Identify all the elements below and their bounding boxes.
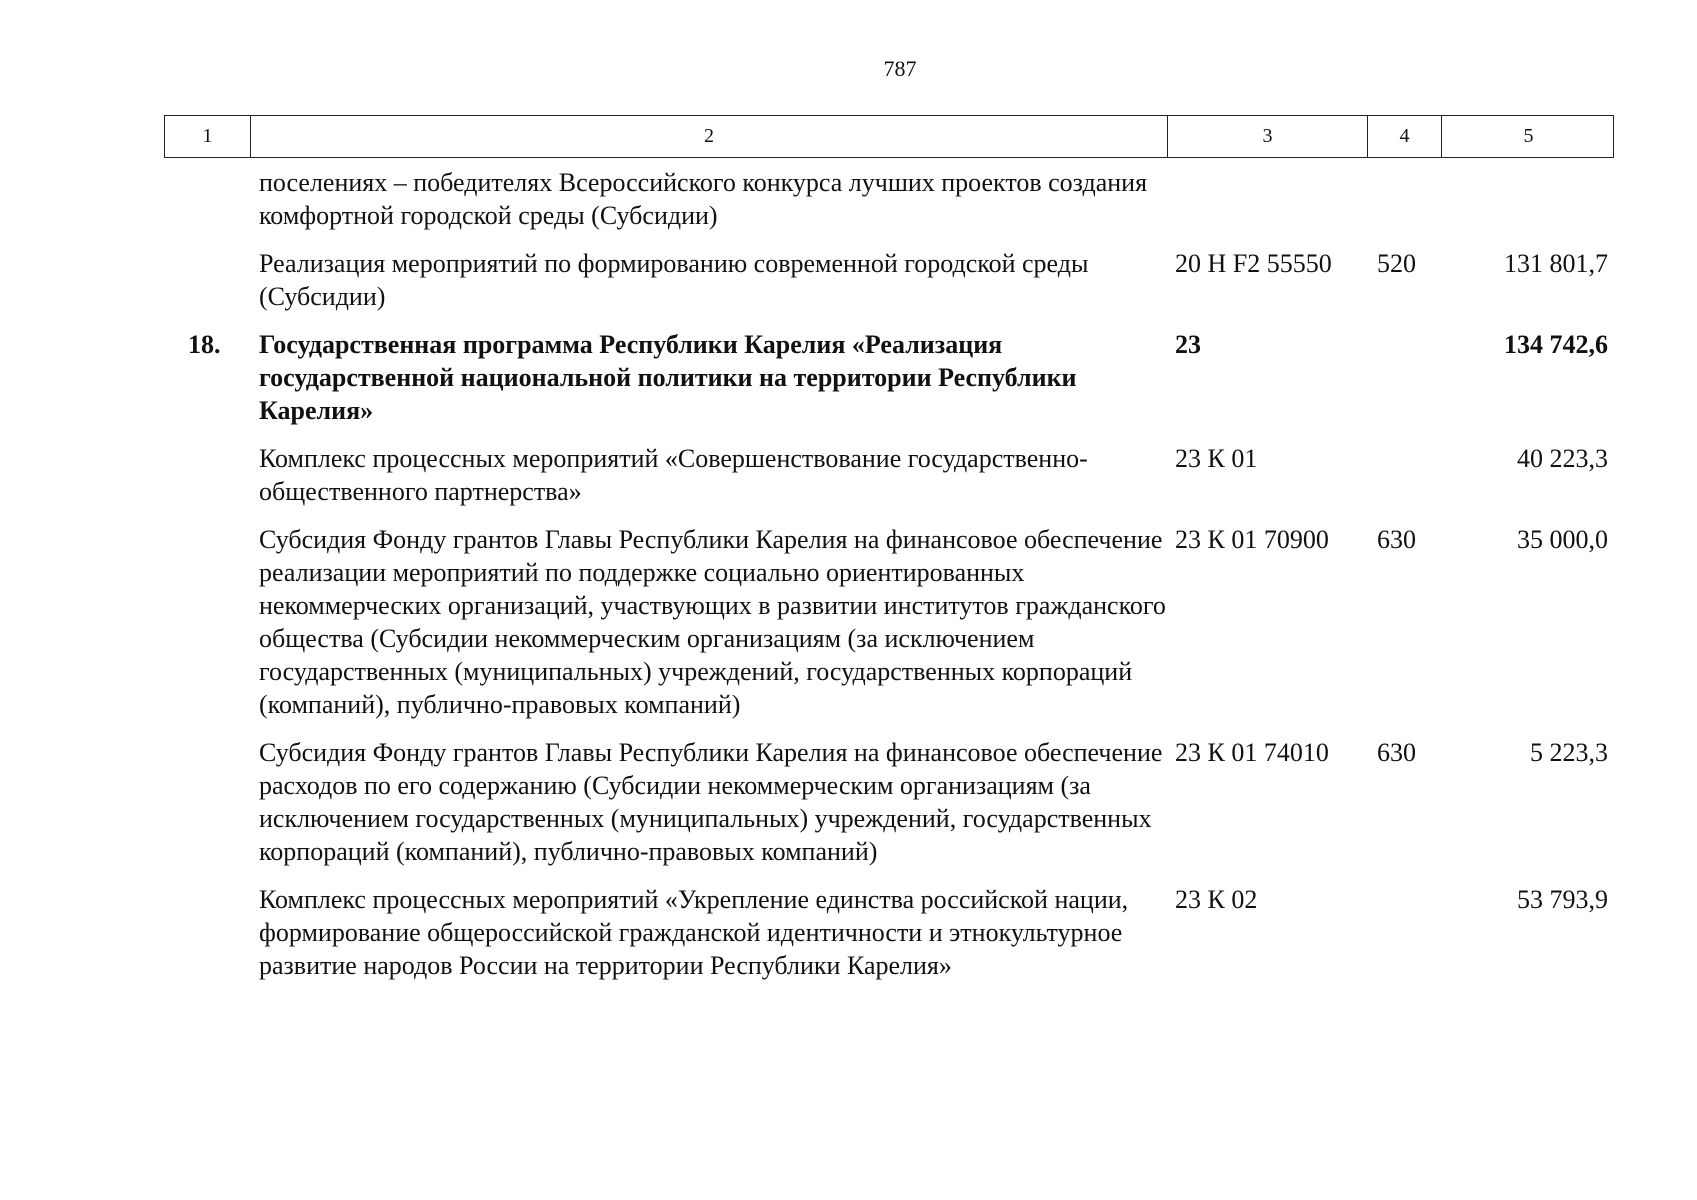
row-description: поселениях – победителях Всероссийского конкурса лучших проектов создания комфортной городской среды (Субсидии) [259,168,1148,230]
page-number: 787 [883,56,917,81]
row-amount: 53 793,9 [1517,885,1608,914]
row-expense-type [1367,166,1441,232]
column-header-1: 1 [165,116,251,157]
row-expense-type [1367,328,1441,427]
row-number: 18. [188,330,221,359]
column-header-5: 5 [1523,125,1534,147]
row-code: 20 Н F2 55550 [1175,249,1332,278]
table-row [164,883,1614,982]
row-amount: 40 223,3 [1517,444,1608,473]
table-row [164,736,1614,868]
row-expense-type: 630 [1377,525,1416,554]
table-row-program [164,328,1614,427]
row-code [1167,166,1367,232]
row-code: 23 К 01 70900 [1175,525,1329,554]
table-row [164,523,1614,721]
row-amount [1441,166,1614,232]
row-description: Комплекс процессных мероприятий «Укрепление единства российской нации, формирование общероссийской гражданской идентичности и этнокультурное развитие народов России на территории Республики Карелия» [259,885,1129,980]
row-number [164,442,250,508]
column-header-4: 4 [1368,116,1442,157]
row-description: Государственная программа Республики Карелия «Реализация государственной национальной политики на территории Республики Карелия» [259,330,1077,425]
row-amount: 35 000,0 [1517,525,1608,554]
row-number [164,523,250,721]
row-description: Субсидия Фонду грантов Главы Республики Карелия на финансовое обеспечение реализации мероприятий по поддержке социально ориентированных некоммерческих организаций, участвующих в развитии институтов гражданского общества (Субсидии некоммерческим организациям (за исключением государственных (муниципальных) учреждений, государственных корпораций (компаний), публично-правовых компаний) [259,525,1166,719]
column-header-3: 3 [1168,116,1368,157]
row-number [164,166,250,232]
row-description: Комплекс процессных мероприятий «Совершенствование государственно-общественного партнерства» [259,444,1088,506]
table-row [164,247,1614,313]
row-description: Субсидия Фонду грантов Главы Республики Карелия на финансовое обеспечение расходов по его содержанию (Субсидии некоммерческим организациям (за исключением государственных (муниципальных) учреждений, государственных корпораций (компаний), публично-правовых компаний) [259,738,1163,866]
row-code: 23 К 02 [1175,885,1258,914]
row-code: 23 К 01 74010 [1175,738,1329,767]
row-expense-type [1367,442,1441,508]
row-expense-type [1367,883,1441,982]
row-code: 23 К 01 [1175,444,1258,473]
table-row [164,442,1614,508]
table-body [164,166,1614,997]
row-number [164,736,250,868]
row-number [164,883,250,982]
row-amount: 5 223,3 [1530,738,1608,767]
column-header-2: 2 [251,116,1168,157]
table-row [164,166,1614,232]
row-amount: 134 742,6 [1504,330,1608,359]
row-code: 23 [1175,330,1201,359]
row-number [164,247,250,313]
row-amount: 131 801,7 [1504,249,1608,278]
row-expense-type: 520 [1377,249,1416,278]
row-expense-type: 630 [1377,738,1416,767]
row-description: Реализация мероприятий по формированию современной городской среды (Субсидии) [259,249,1089,311]
table-column-header [164,115,1614,158]
